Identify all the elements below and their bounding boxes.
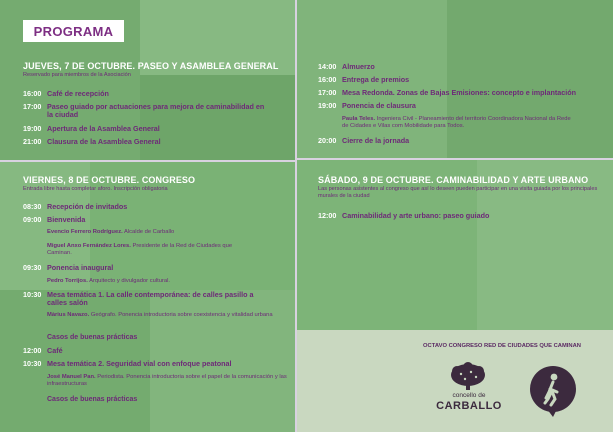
event: Apertura de la Asamblea General — [47, 124, 160, 133]
friday-title: VIERNES, 8 DE OCTUBRE. CONGRESO — [23, 175, 196, 185]
speaker-role: Arquitecto y divulgador cultural. — [89, 278, 170, 284]
list-item — [23, 125, 288, 133]
event: Café de recepción — [47, 89, 109, 98]
event: Ponencia de clausura — [342, 101, 416, 110]
speaker-detail — [342, 116, 577, 130]
list-item — [23, 138, 288, 146]
carballo-logo — [430, 360, 508, 416]
list-item — [318, 63, 603, 71]
time: 21:00 — [23, 137, 42, 146]
event: Bienvenida — [47, 215, 86, 224]
center-divider — [295, 0, 297, 432]
walking-person-icon — [527, 365, 579, 417]
saturday-note: Las personas asistentes al congreso que así lo deseen pueden participar en una visita guiada por los principales murales de la ciudad — [318, 186, 598, 199]
speaker-name: Màrius Navazo. — [47, 312, 90, 318]
friday-note: Entrada libre hasta completar aforo. Inscripción obligatoria — [23, 186, 168, 192]
time: 08:30 — [23, 202, 42, 211]
speaker-detail — [47, 374, 287, 388]
right-divider — [297, 158, 613, 160]
list-item — [23, 90, 288, 98]
event: Mesa temática 2. Seguridad vial con enfoque peatonal — [47, 359, 232, 368]
speaker-role: Ingeniera Civil - Planeamiento del territorio Coordinadora Nacional da Rede de Cidades e Vilas com Mobilidade para Todos. — [342, 116, 571, 129]
event: Ponencia inaugural — [47, 263, 114, 272]
time: 14:00 — [318, 62, 337, 71]
good-practices — [47, 334, 287, 341]
speaker-name: Paula Teles. — [342, 116, 376, 122]
saturday-title: SÁBADO, 9 DE OCTUBRE. CAMINABILIDAD Y ARTE URBANO — [318, 175, 589, 185]
speaker-detail — [47, 278, 287, 285]
list-item — [318, 76, 603, 84]
event: Mesa temática 1. La calle contemporánea: de calles pasillo a calles salón — [47, 290, 254, 307]
good-practices — [47, 396, 287, 403]
event: Recepción de invitados — [47, 202, 128, 211]
list-item — [23, 264, 288, 272]
logo-line1: concello de — [452, 392, 486, 399]
speaker-name: Pedro Torrijos. — [47, 278, 88, 284]
list-item — [318, 212, 603, 220]
left-divider — [0, 160, 295, 162]
event: Caminabilidad y arte urbano: paseo guiado — [342, 211, 490, 220]
speaker-detail — [47, 229, 287, 236]
time: 17:00 — [318, 88, 337, 97]
time: 10:30 — [23, 290, 42, 299]
speaker-name: Evencio Ferrero Rodríguez. — [47, 229, 123, 235]
list-item — [23, 103, 288, 118]
good-practices-label: Casos de buenas prácticas — [47, 396, 138, 403]
thursday-title: JUEVES, 7 DE OCTUBRE. PASEO Y ASAMBLEA GENERAL — [23, 61, 279, 71]
speaker-name: Miguel Anxo Fernández Lores. — [47, 243, 131, 249]
event: Café — [47, 346, 63, 355]
event: Mesa Redonda. Zonas de Bajas Emisiones: concepto e implantación — [342, 88, 577, 97]
program-badge: PROGRAMA — [23, 20, 124, 42]
speaker-role: Presidente de la Red de Ciudades que Caminan. — [47, 243, 233, 256]
event: Entrega de premios — [342, 75, 410, 84]
event: Almuerzo — [342, 62, 375, 71]
speaker-role: Alcalde de Carballo — [124, 229, 175, 235]
list-item — [318, 89, 608, 97]
thursday-note: Reservado para miembros de la Asociación — [23, 72, 131, 78]
event: Clausura de la Asamblea General — [47, 137, 161, 146]
speaker-detail — [47, 312, 277, 319]
event: Cierre de la jornada — [342, 136, 410, 145]
time: 19:00 — [23, 124, 42, 133]
time: 20:00 — [318, 136, 337, 145]
speaker-role: Geógrafo. Ponencia introductoria sobre coexistencia y vitalidad urbana — [90, 312, 273, 318]
speaker-detail — [47, 243, 247, 257]
congress-title: OCTAVO CONGRESO RED DE CIUDADES QUE CAMINAN — [423, 343, 581, 349]
list-item — [23, 203, 288, 211]
time: 12:00 — [23, 346, 42, 355]
time: 17:00 — [23, 102, 42, 111]
time: 12:00 — [318, 211, 337, 220]
time: 09:00 — [23, 215, 42, 224]
list-item — [318, 102, 603, 110]
list-item — [23, 347, 288, 355]
time: 16:00 — [23, 89, 42, 98]
tree-icon — [449, 362, 487, 390]
time: 19:00 — [318, 101, 337, 110]
logo-line2: CARBALLO — [436, 400, 502, 412]
speaker-role: Periodista. Ponencia introductoria sobre el papel de la comunicación y las infraestructuras — [47, 374, 287, 387]
good-practices-label: Casos de buenas prácticas — [47, 334, 138, 341]
speaker-name: José Manuel Pan. — [47, 374, 96, 380]
list-item — [23, 360, 288, 368]
event: Paseo guiado por actuaciones para mejora de caminabilidad en la ciudad — [47, 102, 265, 119]
time: 09:30 — [23, 263, 42, 272]
list-item — [23, 216, 288, 224]
list-item — [23, 291, 288, 306]
time: 16:00 — [318, 75, 337, 84]
time: 10:30 — [23, 359, 42, 368]
list-item — [318, 137, 603, 145]
